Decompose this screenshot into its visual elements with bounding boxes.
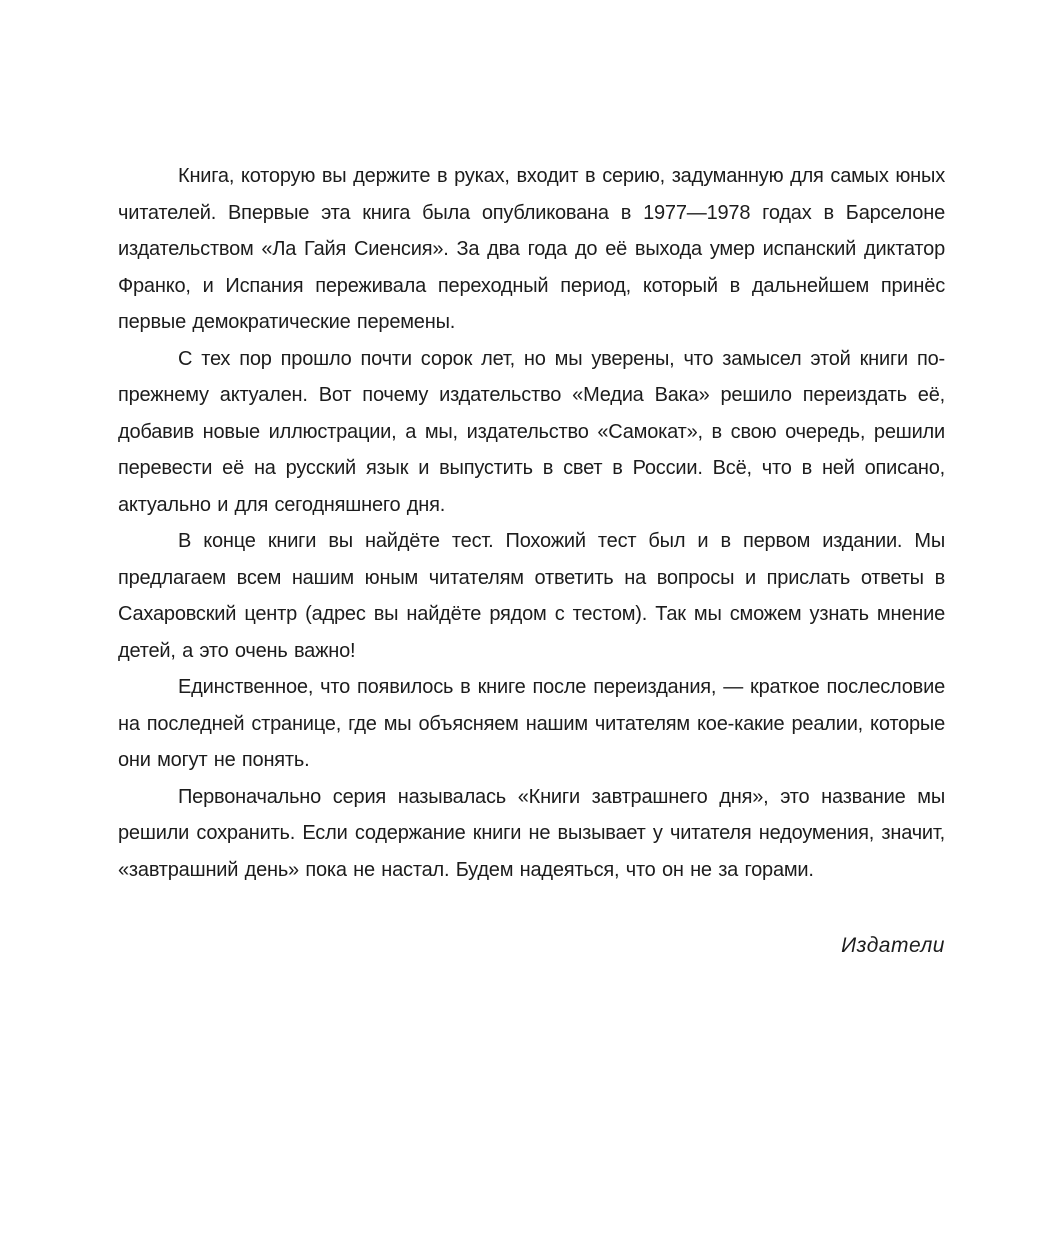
paragraph: Первоначально серия называлась «Книги завтрашнего дня», это название мы решили сохранить. Если содержание книги не вызывает у читателя недоумения, значит, «завтрашний день» пока не настал. Будем надеяться, что он не за горами. [118,785,945,881]
signature: Издатели [841,934,945,957]
body-text [118,158,945,888]
paragraph: Книга, которую вы держите в руках, входит в серию, задуманную для самых юных читателей. Впервые эта книга была опубликована в 1977—1978 годах в Барселоне издательством «Ла Гайя Сиенсия». За два года до её выхода умер испанский диктатор Франко, и Испания переживала переходный период, который в дальнейшем принёс первые демократические перемены. [118,165,945,333]
paragraph: В конце книги вы найдёте тест. Похожий тест был и в первом издании. Мы предлагаем всем нашим юным читателям ответить на вопросы и прислать ответы в Сахаровский центр (адрес вы найдёте рядом с тестом). Так мы сможем узнать мнение детей, а это очень важно! [118,530,945,662]
paragraph: Единственное, что появилось в книге после переиздания, — краткое послесловие на последней странице, где мы объясняем нашим читателям кое-какие реалии, которые они могут не понять. [118,676,945,771]
paragraph: С тех пор прошло почти сорок лет, но мы уверены, что замысел этой книги по-прежнему актуален. Вот почему издательство «Медиа Вака» решило переиздать её, добавив новые иллюстрации, а мы, издательство «Самокат», в свою очередь, решили перевести её на русский язык и выпустить в свет в России. Всё, что в ней описано, актуально и для сегодняшнего дня. [118,347,945,516]
book-page [118,158,945,964]
